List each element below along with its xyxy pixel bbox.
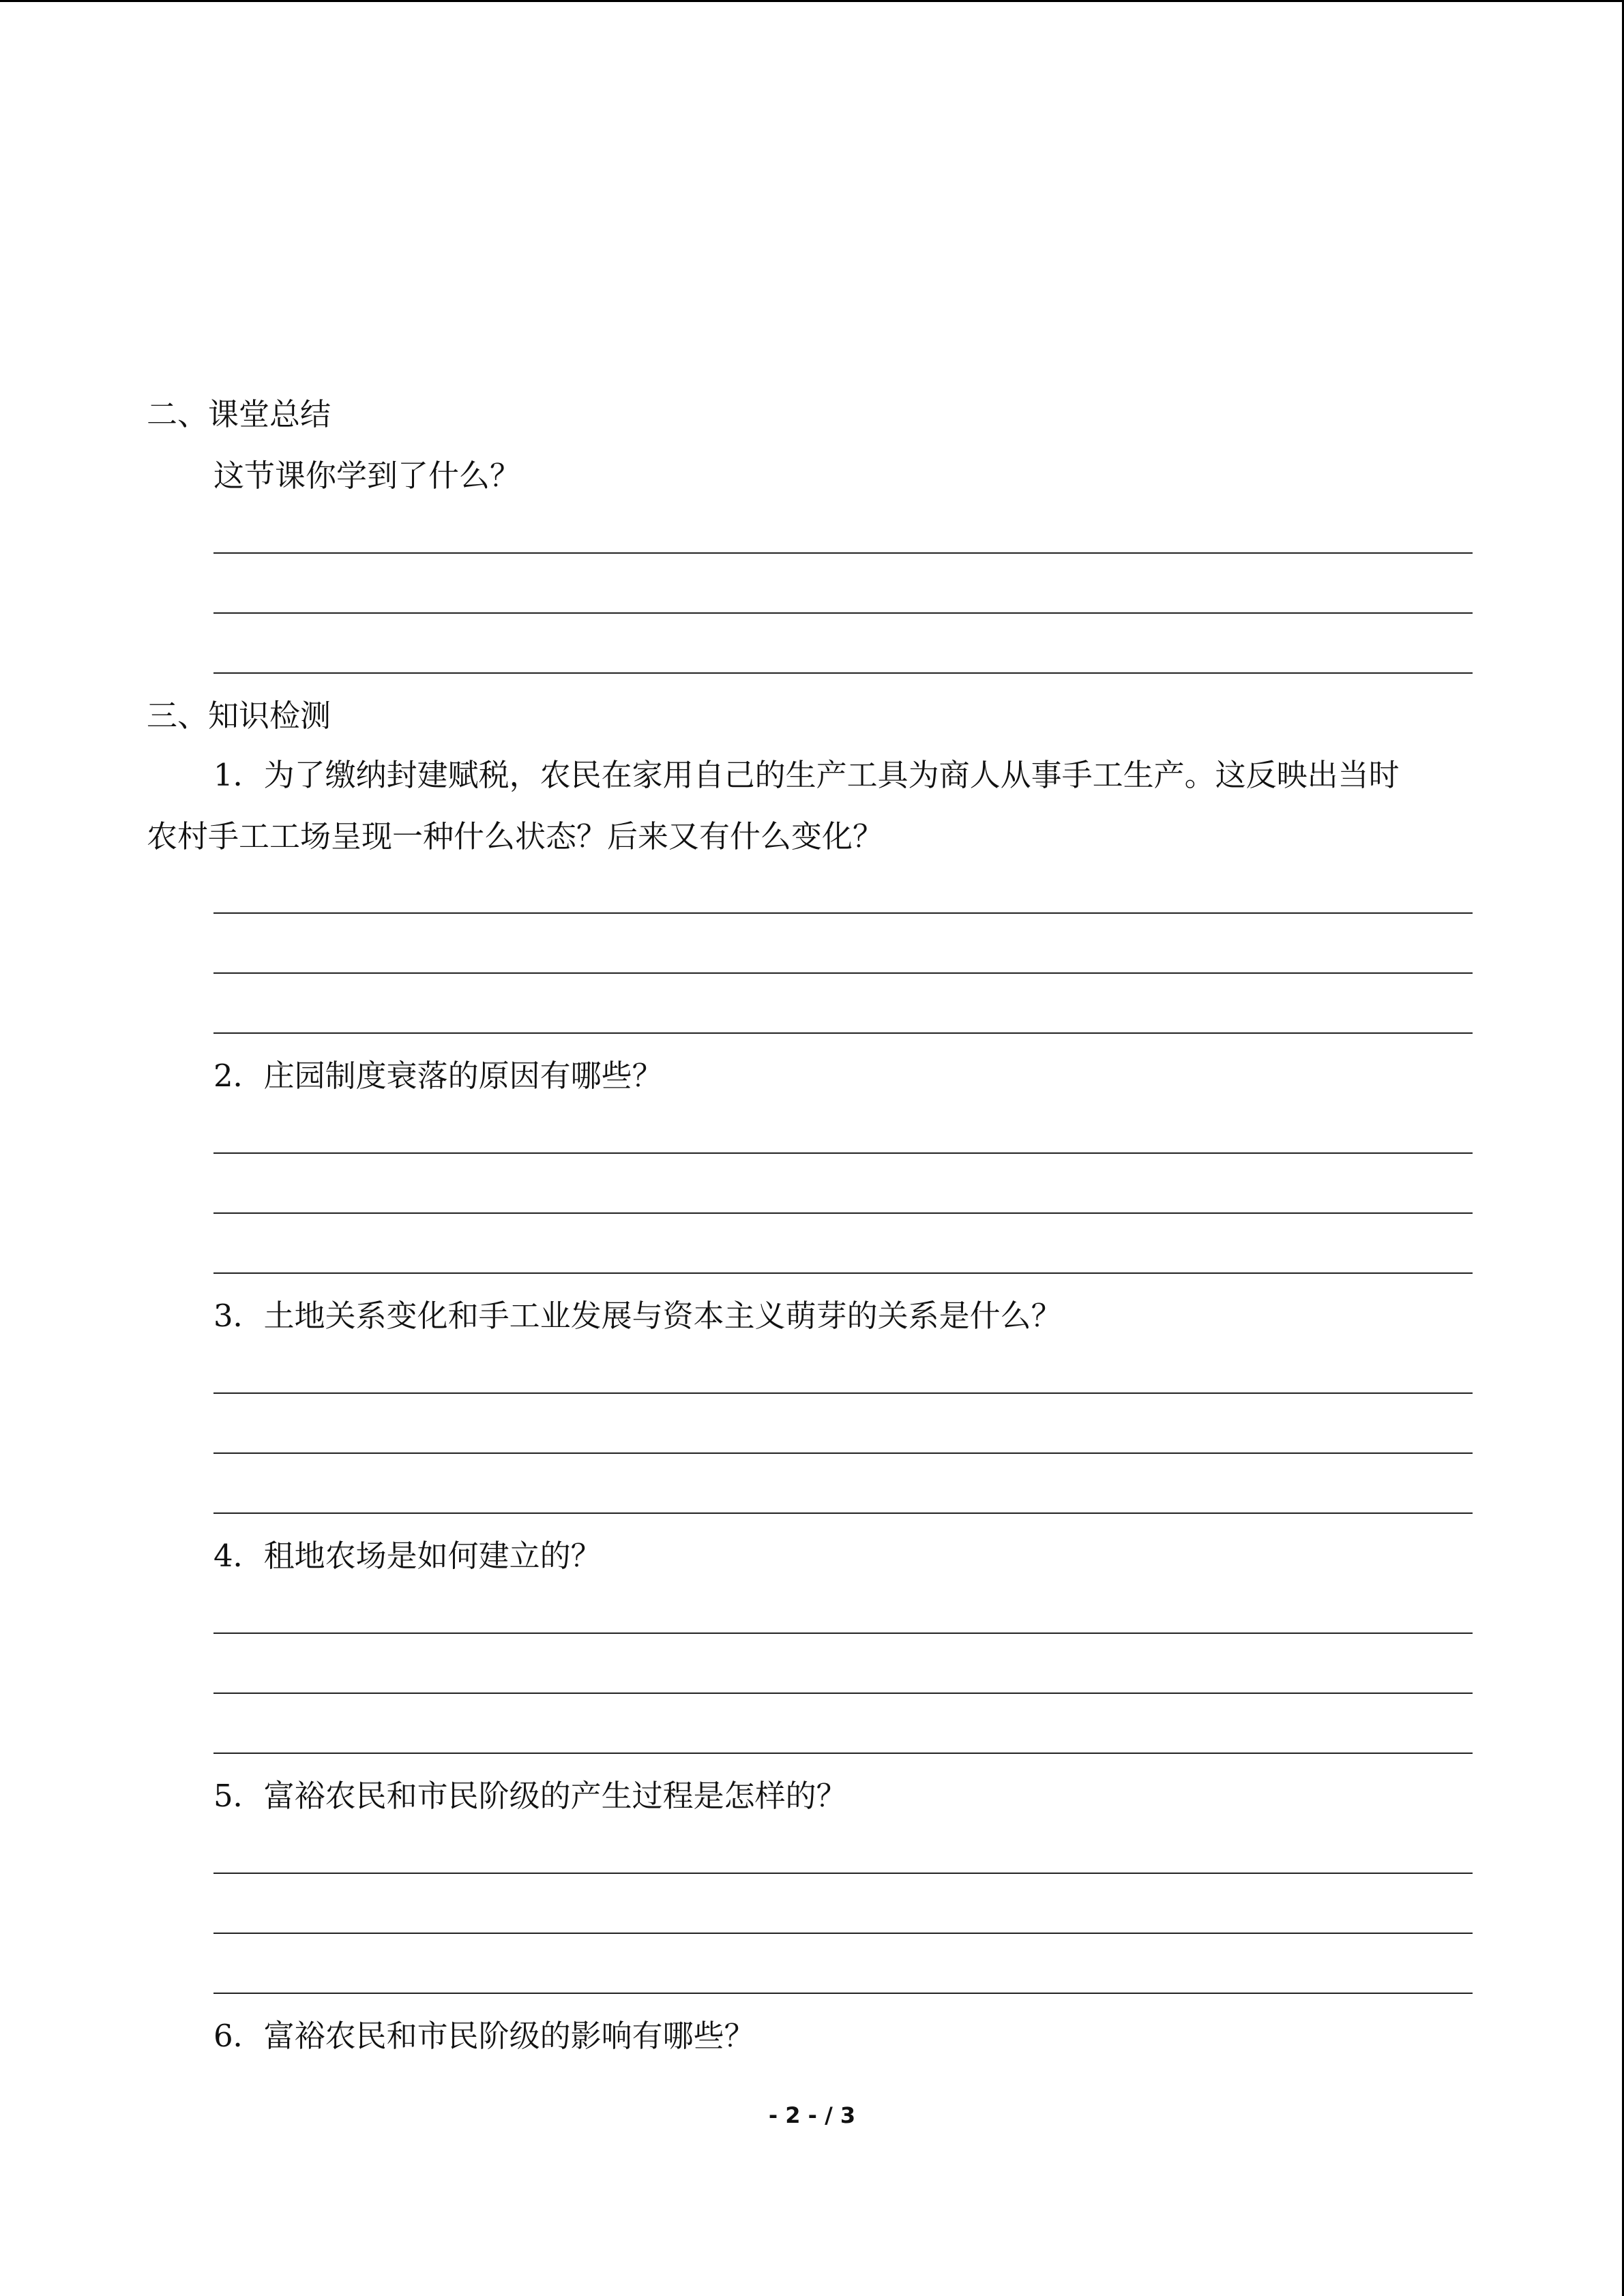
page-number: - 2 - / 3	[768, 2102, 856, 2128]
answer-line[interactable]	[213, 1512, 1473, 1514]
question-1-line-1: 1．为了缴纳封建赋税，农民在家用自己的生产工具为商人从事手工生产。这反映出当时	[213, 757, 1400, 793]
answer-line[interactable]	[213, 1993, 1473, 1994]
answer-line[interactable]	[213, 1392, 1473, 1394]
answer-line[interactable]	[213, 1452, 1473, 1454]
answer-line[interactable]	[213, 1272, 1473, 1274]
summary-prompt: 这节课你学到了什么？	[213, 458, 521, 494]
answer-line[interactable]	[213, 1873, 1473, 1874]
answer-line[interactable]	[213, 972, 1473, 974]
question-2: 2．庄园制度衰落的原因有哪些？	[213, 1058, 663, 1094]
quiz-heading: 三、知识检测	[147, 698, 331, 734]
answer-line[interactable]	[213, 1212, 1473, 1214]
answer-line[interactable]	[213, 1753, 1473, 1754]
answer-line[interactable]	[213, 1152, 1473, 1154]
answer-line[interactable]	[213, 1933, 1473, 1934]
page-top-border	[0, 0, 1624, 2]
answer-line[interactable]	[213, 672, 1473, 674]
question-4: 4．租地农场是如何建立的？	[213, 1538, 602, 1574]
question-3: 3．土地关系变化和手工业发展与资本主义萌芽的关系是什么？	[213, 1298, 1062, 1334]
question-6: 6．富裕农民和市民阶级的影响有哪些？	[213, 2018, 755, 2054]
answer-line[interactable]	[213, 1632, 1473, 1634]
answer-line[interactable]	[213, 552, 1473, 554]
answer-line[interactable]	[213, 1693, 1473, 1694]
answer-line[interactable]	[213, 1032, 1473, 1034]
question-5: 5．富裕农民和市民阶级的产生过程是怎样的？	[213, 1778, 847, 1814]
question-1-line-2: 农村手工工场呈现一种什么状态？后来又有什么变化？	[147, 818, 884, 854]
summary-heading: 二、课堂总结	[147, 396, 331, 432]
answer-line[interactable]	[213, 912, 1473, 914]
answer-line[interactable]	[213, 612, 1473, 614]
